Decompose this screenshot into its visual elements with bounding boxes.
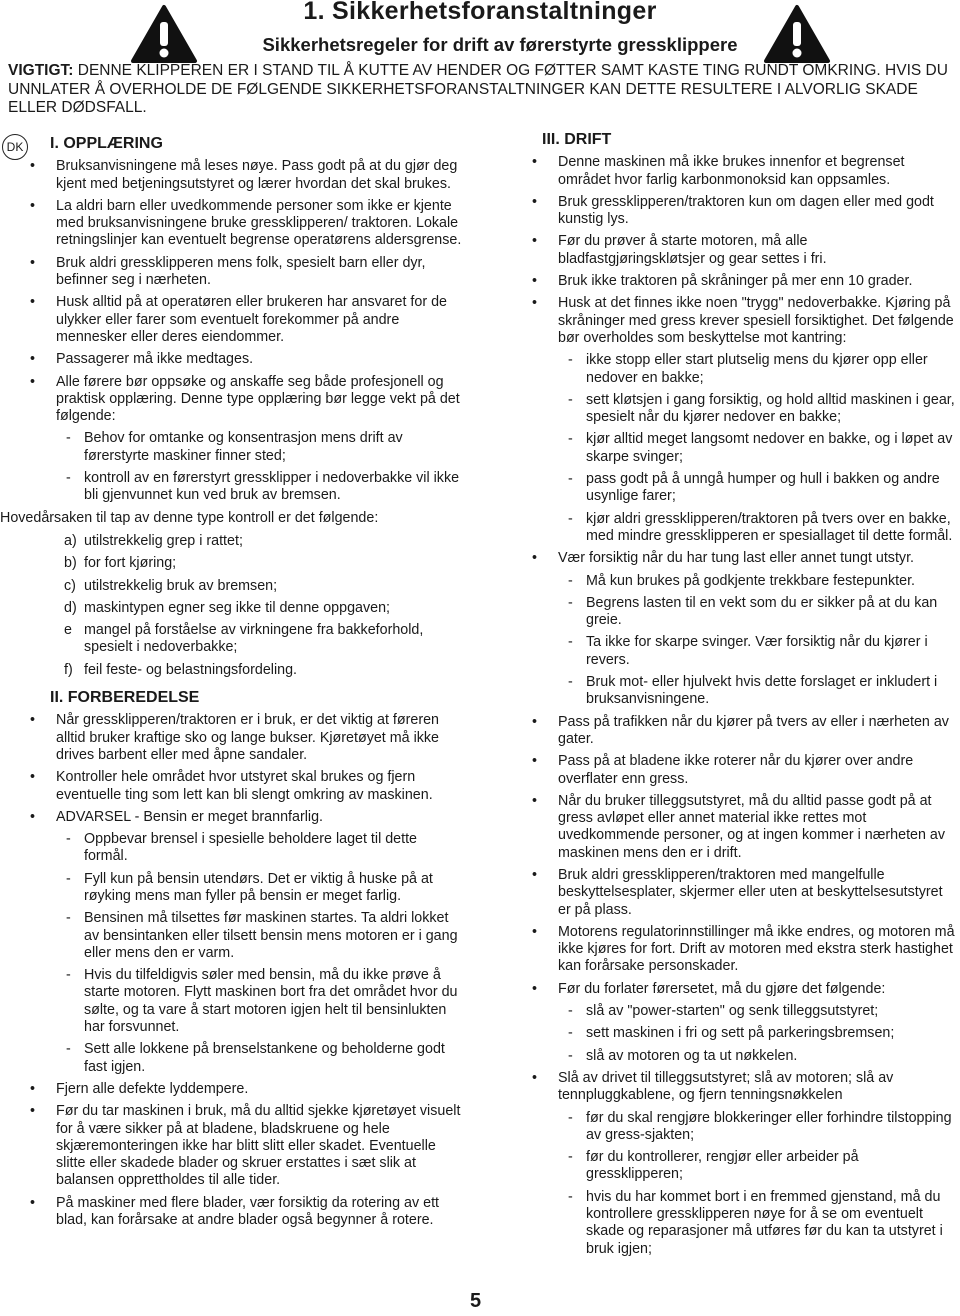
paragraph: Hovedårsaken til tap av denne type kontroll er det følgende: bbox=[0, 509, 379, 526]
dash-item: - slå av "power-starten" og senk tilleggsutstyret; bbox=[502, 1003, 956, 1020]
dash-item: - Begrens lasten til en vekt som du er sikker på at du kan greie. bbox=[502, 595, 956, 630]
lettered-item bbox=[0, 662, 462, 679]
item-letter: f) bbox=[64, 661, 73, 678]
dash-item: - Behov for omtanke og konsentrasjon mens drift av førerstyrte maskiner finner sted; bbox=[0, 430, 462, 465]
item-text: maskintypen egner seg ikke til denne oppgaven; bbox=[84, 599, 390, 616]
page-title: 1. Sikkerhetsforanstaltninger bbox=[303, 0, 657, 25]
list-item: • Bruk aldri gressklipperen mens folk, spesielt barn eller dyr, befinner seg i nærheten. bbox=[0, 255, 462, 290]
lettered-item bbox=[0, 555, 462, 572]
item-letter: b) bbox=[64, 555, 77, 572]
section-title-preparation: II. FORBEREDELSE bbox=[50, 689, 200, 707]
dash-item: - før du kontrollerer, rengjør eller arbeider på gressklipperen; bbox=[502, 1149, 956, 1184]
dash-item: - før du skal rengjøre blokkeringer eller forhindre tilstopping av gress-sjakten; bbox=[502, 1110, 956, 1145]
list-item: • Denne maskinen må ikke brukes innenfor et begrenset området hvor farlig karbonmonoksid kan oppsamles. bbox=[502, 154, 956, 189]
item-letter: e bbox=[64, 622, 72, 639]
dash-item: - Må kun brukes på godkjente trekkbare festepunkter. bbox=[502, 573, 956, 590]
dash-item: - kjør aldri gressklipperen/traktoren på tvers over en bakke, med mindre gressklipperen er spesiallaget til dette formål. bbox=[502, 511, 956, 546]
list-item: • Motorens regulatorinnstillinger må ikke endres, og motoren må ikke kjøres for fort. Drift av motoren med ekstra sterk hastighet kan forårsake personskader. bbox=[502, 924, 956, 976]
list-item: • Pass på trafikken når du kjører på tvers av eller i nærheten av gater. bbox=[502, 714, 956, 749]
list-item: • Før du forlater førersetet, må du gjøre det følgende: bbox=[502, 981, 956, 998]
list-item: • Når gressklipperen/traktoren er i bruk, er det viktig at føreren alltid bruker kraftige sko og lange bukser. Kjøretøyet må ikke drives barbent eller med åpne sandaler. bbox=[0, 712, 462, 764]
warning-paragraph bbox=[8, 62, 954, 118]
list-item: • Fjern alle defekte lyddempere. bbox=[0, 1081, 462, 1098]
item-text: feil feste- og belastningsfordeling. bbox=[84, 661, 297, 678]
item-text: for fort kjøring; bbox=[84, 555, 177, 572]
list-item: • Bruksanvisningene må leses nøye. Pass godt på at du gjør deg kjent med betjeningsutstyret og lærer hvordan det skal brukes. bbox=[0, 158, 462, 193]
item-text: utilstrekkelig bruk av bremsen; bbox=[84, 577, 278, 594]
list-item: • Kontroller hele området hvor utstyret skal brukes og fjern eventuelle ting som lett kan bli slengt omkring av maskinen. bbox=[0, 769, 462, 804]
dash-item: - slå av motoren og ta ut nøkkelen. bbox=[502, 1048, 956, 1065]
list-item: • Alle førere bør oppsøke og anskaffe seg både profesjonell og praktisk opplæring. Denne type opplæring bør legge vekt på det følgende: bbox=[0, 374, 462, 426]
dash-item: - Bruk mot- eller hjulvekt hvis dette forslaget er inkludert i bruksanvisningene. bbox=[502, 674, 956, 709]
warning-text: DENNE KLIPPEREN ER I STAND TIL Å KUTTE AV HENDER OG FØTTER SAMT KASTE TING RUNDT OMKRING. HVIS DU UNNLATER Å OVERHOLDE DE FØLGENDE SIKKERHETSFORANSTALTNINGER KAN DETTE RESULTERE I ALVORLIG SKADE ELLER DØDSFALL. bbox=[8, 62, 948, 116]
right-column bbox=[502, 131, 956, 1263]
dash-item: - pass godt på å unngå humper og hull i bakken og andre usynlige farer; bbox=[502, 471, 956, 506]
dash-item: - ikke stopp eller start plutselig mens du kjører opp eller nedover en bakke; bbox=[502, 352, 956, 387]
dash-item: - Hvis du tilfeldigvis søler med bensin, må du ikke prøve å starte motoren. Flytt maskinen bort fra det området hvor du sølte, og ta vare å start motoren igjen helt til bensinlukten har forsvunnet. bbox=[0, 967, 462, 1036]
list-item: • Bruk aldri gressklipperen/traktoren med mangelfulle beskyttelsesplater, skjermer eller uten at beskyttelsesutstyret er på plass. bbox=[502, 867, 956, 919]
dash-item: - sett maskinen i fri og sett på parkeringsbremsen; bbox=[502, 1025, 956, 1042]
dash-item: - kontroll av en førerstyrt gressklipper i nedoverbakke vil ikke bli gjenvunnet kun ved bruk av bremsen. bbox=[0, 470, 462, 505]
dash-item: - Oppbevar brensel i spesielle beholdere laget til dette formål. bbox=[0, 831, 462, 866]
list-item: • Når du bruker tilleggsutstyret, må du alltid passe godt på at gress avløpet eller annet material ikke rettes mot uvedkommende personer, og at ingen kommer i nærheten av maskinen mens den er i drift. bbox=[502, 793, 956, 862]
list-item: • Vær forsiktig når du har tung last eller annet tungt utstyr. bbox=[502, 550, 956, 567]
page-subtitle: Sikkerhetsregeler for drift av førerstyrte gressklippere bbox=[262, 34, 738, 55]
lettered-item bbox=[0, 533, 462, 550]
list-item: • Før du prøver å starte motoren, må alle bladfastgjøringskløtsjer og gear settes i fri. bbox=[502, 233, 956, 268]
list-item: • ADVARSEL - Bensin er meget brannfarlig. bbox=[0, 809, 462, 826]
list-item: • På maskiner med flere blader, vær forsiktig da rotering av ett blad, kan forårsake at andre blader også begynner å rotere. bbox=[0, 1195, 462, 1230]
list-item: • Pass på at bladene ikke roterer når du kjører over andre overflater enn gress. bbox=[502, 753, 956, 788]
lettered-item bbox=[0, 578, 462, 595]
list-item: • Før du tar maskinen i bruk, må du alltid sjekke kjøretøyet visuelt for å være sikker på at bladene, bladskruene og hele skjæremonteringen ikke har blitt slitt eller skadet. Eventuelle slitte eller skadede blader og skruer erstattes i sæt slik at balansen opprettholdes til alle tider. bbox=[0, 1103, 462, 1189]
item-letter: d) bbox=[64, 599, 77, 616]
dash-item: - Fyll kun på bensin utendørs. Det er viktig å huske på at røyking mens man fyller på bensin er meget farlig. bbox=[0, 871, 462, 906]
dash-item: - Sett alle lokkene på brenselstankene og beholderne godt fast igjen. bbox=[0, 1041, 462, 1076]
list-item: • Husk at det finnes ikke noen "trygg" nedoverbakke. Kjøring på skråninger med gress krever spesiell forsiktighet. Det følgende bør overholdes som beskyttelse mot kantring: bbox=[502, 295, 956, 347]
list-item: • La aldri barn eller uvedkommende personer som ikke er kjente med bruksanvisningene bruke gressklipperen/ traktoren. Lokale retningslinjer kan eventuelt begrense operatørens aldersgrense. bbox=[0, 198, 462, 250]
list-item: • Husk alltid på at operatøren eller brukeren har ansvaret for de ulykker eller farer som eventuelt forekommer på andre mennesker eller deres eiendommer. bbox=[0, 294, 462, 346]
section-title-operation: III. DRIFT bbox=[542, 131, 612, 148]
list-item: • Bruk ikke traktoren på skråninger på mer enn 10 grader. bbox=[502, 273, 956, 290]
dash-item: - hvis du har kommet bort i en fremmed gjenstand, må du kontrollere gressklipperen nøye for å se om eventuelt skade og reparasjoner må utføres før du kan ta utstyret i bruk igjen; bbox=[502, 1189, 956, 1258]
language-badge: DK bbox=[2, 134, 28, 160]
dash-item: - Ta ikke for skarpe svinger. Vær forsiktig når du kjører i revers. bbox=[502, 634, 956, 669]
lettered-item bbox=[0, 600, 462, 617]
item-text: utilstrekkelig grep i rattet; bbox=[84, 532, 243, 549]
dash-item: - sett kløtsjen i gang forsiktig, og hold alltid maskinen i gear, spesielt når du kjører nedover en bakke; bbox=[502, 392, 956, 427]
section-title-training: I. OPPLÆRING bbox=[50, 135, 163, 152]
item-letter: a) bbox=[64, 532, 77, 549]
page-number: 5 bbox=[470, 1290, 482, 1312]
warning-lead: VIGTIGT: bbox=[8, 62, 74, 79]
dash-item: - Bensinen må tilsettes før maskinen startes. Ta aldri lokket av bensintanken eller tilsett bensin mens motoren er i gang eller mens den er varm. bbox=[0, 910, 462, 962]
item-letter: c) bbox=[64, 577, 76, 594]
list-item: • Bruk gressklipperen/traktoren kun om dagen eller med godt kunstig lys. bbox=[502, 194, 956, 229]
dash-item: - kjør alltid meget langsomt nedover en bakke, og i løpet av skarpe svinger; bbox=[502, 431, 956, 466]
lettered-item bbox=[0, 622, 462, 657]
list-item: • Passagerer må ikke medtages. bbox=[0, 351, 462, 368]
left-column bbox=[0, 135, 462, 1234]
list-item: • Slå av drivet til tilleggsutstyret; slå av motoren; slå av tennpluggkablene, og fjern tenningsnøkkelen bbox=[502, 1070, 956, 1105]
item-text: mangel på forståelse av virkningene fra bakkeforhold, spesielt i nedoverbakke; bbox=[84, 622, 424, 656]
